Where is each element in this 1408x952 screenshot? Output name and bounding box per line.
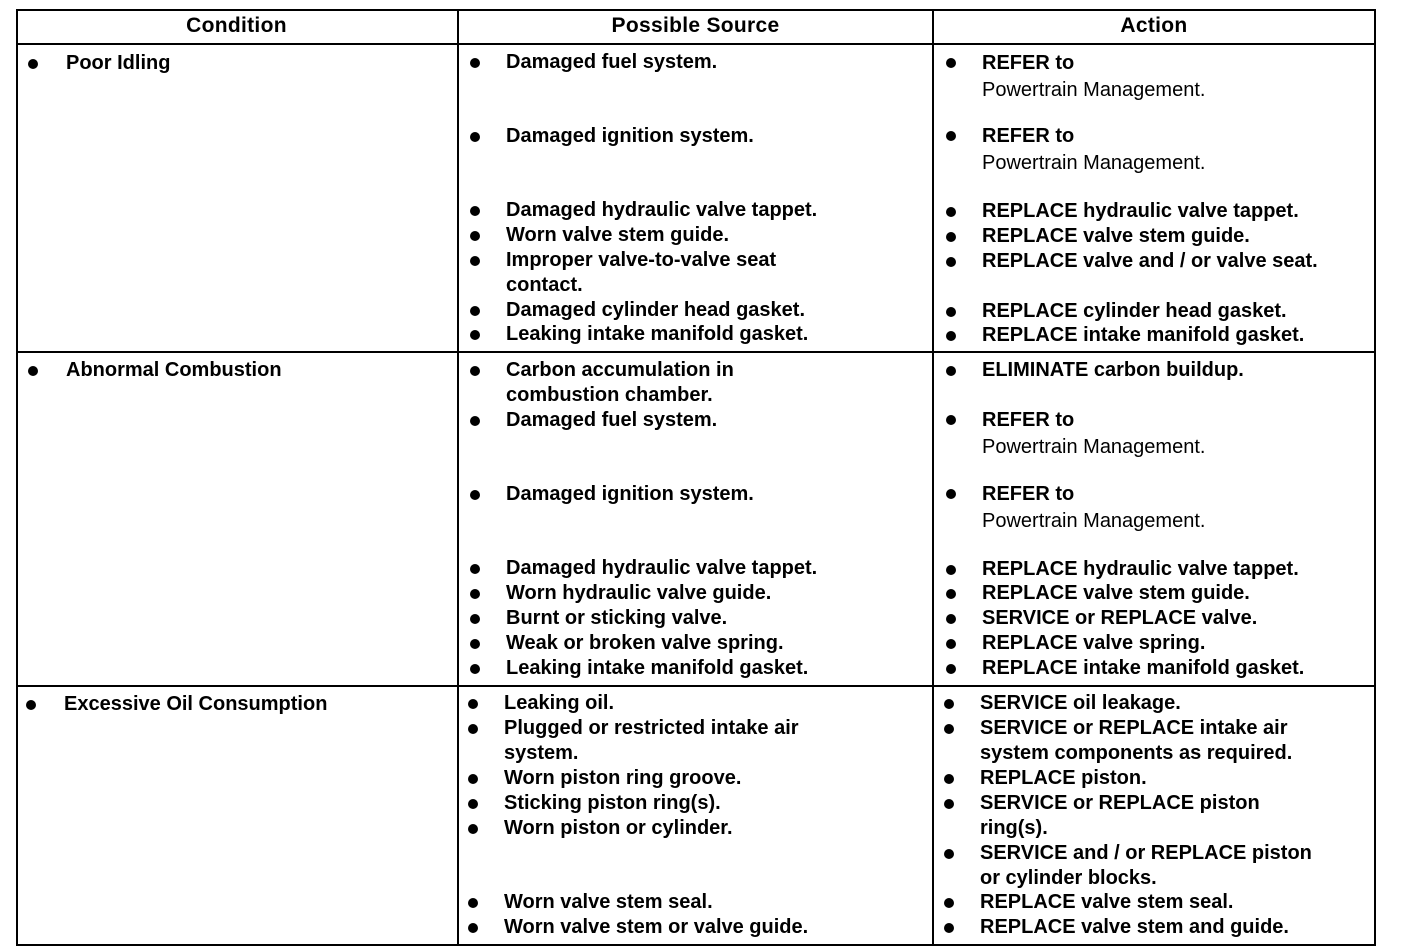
action-line: Powertrain Management. [982, 79, 1206, 101]
action-line: REPLACE intake manifold gasket. [982, 657, 1305, 679]
bullet-icon [946, 366, 956, 376]
bullet-icon [468, 774, 478, 784]
source-line: Weak or broken valve spring. [506, 632, 784, 654]
action-line: ELIMINATE carbon buildup. [982, 359, 1244, 381]
bullet-icon [946, 664, 956, 674]
action-line: REFER to [982, 483, 1075, 505]
bullet-icon [946, 489, 956, 499]
action-line: SERVICE oil leakage. [980, 692, 1181, 714]
bullet-icon [470, 614, 480, 624]
source-line: Carbon accumulation in [506, 359, 734, 381]
bullet-icon [946, 639, 956, 649]
table-border-left [16, 9, 18, 946]
bullet-icon [944, 774, 954, 784]
bullet-icon [946, 307, 956, 317]
bullet-icon [470, 639, 480, 649]
action-line: REPLACE valve stem guide. [982, 225, 1250, 247]
bullet-icon [946, 614, 956, 624]
row-divider [16, 685, 1376, 687]
bullet-icon [468, 799, 478, 809]
source-line: combustion chamber. [506, 384, 713, 406]
bullet-icon [470, 564, 480, 574]
source-line: Damaged cylinder head gasket. [506, 299, 806, 321]
source-line: Sticking piston ring(s). [504, 792, 721, 814]
bullet-icon [946, 207, 956, 217]
condition-label: Excessive Oil Consumption [64, 693, 328, 715]
bullet-icon [944, 699, 954, 709]
source-line: Worn piston ring groove. [504, 767, 742, 789]
bullet-icon [468, 724, 478, 734]
bullet-icon [946, 415, 956, 425]
source-line: Damaged fuel system. [506, 409, 718, 431]
bullet-icon [28, 59, 38, 69]
bullet-icon [470, 664, 480, 674]
action-line: or cylinder blocks. [980, 867, 1157, 889]
source-line: Worn valve stem or valve guide. [504, 916, 809, 938]
bullet-icon [944, 923, 954, 933]
action-line: REPLACE piston. [980, 767, 1147, 789]
action-line: SERVICE or REPLACE valve. [982, 607, 1258, 629]
bullet-icon [946, 131, 956, 141]
action-line: REFER to [982, 125, 1075, 147]
diagnosis-table [16, 9, 1376, 946]
table-border-right [1374, 9, 1376, 946]
action-line: REPLACE valve stem seal. [980, 891, 1234, 913]
source-line: Worn valve stem seal. [504, 891, 713, 913]
bullet-icon [946, 257, 956, 267]
column-divider [932, 9, 934, 946]
action-line: REFER to [982, 409, 1075, 431]
bullet-icon [26, 700, 36, 710]
source-line: Worn piston or cylinder. [504, 817, 733, 839]
source-line: system. [504, 742, 579, 764]
bullet-icon [470, 366, 480, 376]
bullet-icon [944, 724, 954, 734]
bullet-icon [470, 416, 480, 426]
action-line: Powertrain Management. [982, 510, 1206, 532]
bullet-icon [946, 58, 956, 68]
bullet-icon [944, 898, 954, 908]
action-line: REPLACE valve stem guide. [982, 582, 1250, 604]
bullet-icon [944, 849, 954, 859]
bullet-icon [946, 589, 956, 599]
source-line: Leaking intake manifold gasket. [506, 323, 809, 345]
bullet-icon [470, 206, 480, 216]
header-condition: Condition [186, 14, 287, 37]
action-line: SERVICE or REPLACE piston [980, 792, 1260, 814]
action-line: Powertrain Management. [982, 152, 1206, 174]
action-line: SERVICE or REPLACE intake air [980, 717, 1288, 739]
bullet-icon [28, 366, 38, 376]
bullet-icon [946, 331, 956, 341]
column-divider [457, 9, 459, 946]
source-line: Damaged ignition system. [506, 483, 754, 505]
bullet-icon [468, 898, 478, 908]
source-line: Damaged hydraulic valve tappet. [506, 557, 818, 579]
source-line: Plugged or restricted intake air [504, 717, 799, 739]
action-line: REPLACE valve spring. [982, 632, 1206, 654]
bullet-icon [946, 232, 956, 242]
bullet-icon [470, 490, 480, 500]
bullet-icon [468, 923, 478, 933]
condition-label: Abnormal Combustion [66, 359, 282, 381]
source-line: Improper valve-to-valve seat [506, 249, 777, 271]
header-action: Action [1120, 14, 1188, 37]
bullet-icon [946, 565, 956, 575]
bullet-icon [470, 231, 480, 241]
action-line: REPLACE valve stem and guide. [980, 916, 1289, 938]
action-line: REPLACE hydraulic valve tappet. [982, 558, 1299, 580]
source-line: Leaking intake manifold gasket. [506, 657, 809, 679]
source-line: Damaged hydraulic valve tappet. [506, 199, 818, 221]
source-line: Leaking oil. [504, 692, 615, 714]
bullet-icon [944, 799, 954, 809]
action-line: REPLACE valve and / or valve seat. [982, 250, 1318, 272]
bullet-icon [468, 824, 478, 834]
source-line: Worn valve stem guide. [506, 224, 730, 246]
source-line: Damaged fuel system. [506, 51, 718, 73]
source-line: Worn hydraulic valve guide. [506, 582, 772, 604]
source-line: Damaged ignition system. [506, 125, 754, 147]
action-line: SERVICE and / or REPLACE piston [980, 842, 1312, 864]
header-possible-source: Possible Source [611, 14, 780, 37]
bullet-icon [470, 132, 480, 142]
bullet-icon [470, 58, 480, 68]
action-line: REPLACE hydraulic valve tappet. [982, 200, 1299, 222]
bullet-icon [470, 306, 480, 316]
action-line: REPLACE cylinder head gasket. [982, 300, 1287, 322]
header-divider [16, 43, 1376, 45]
bullet-icon [470, 256, 480, 266]
action-line: REPLACE intake manifold gasket. [982, 324, 1305, 346]
table-border-bottom [16, 944, 1376, 946]
action-line: system components as required. [980, 742, 1293, 764]
action-line: REFER to [982, 52, 1075, 74]
action-line: ring(s). [980, 817, 1048, 839]
action-line: Powertrain Management. [982, 436, 1206, 458]
condition-label: Poor Idling [66, 52, 171, 74]
bullet-icon [468, 699, 478, 709]
bullet-icon [470, 330, 480, 340]
row-divider [16, 351, 1376, 353]
source-line: Burnt or sticking valve. [506, 607, 728, 629]
bullet-icon [470, 589, 480, 599]
source-line: contact. [506, 274, 583, 296]
